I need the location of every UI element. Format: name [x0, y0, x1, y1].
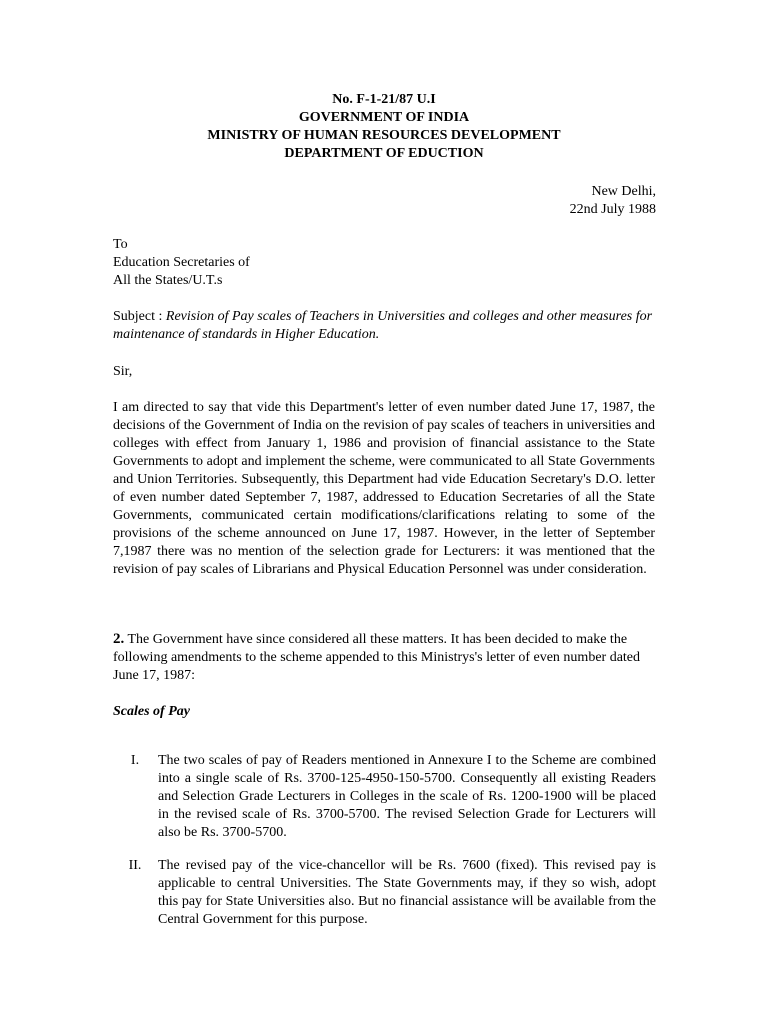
subject-line [113, 308, 658, 344]
section-heading: Scales of Pay [113, 704, 190, 719]
list-item-text: The revised pay of the vice-chancellor will be Rs. 7600 (fixed). This revised pay is applicable to central Universities. The State Governments may, if they so wish, adopt this pay for State Universities also. But no financial assistance will be available from the Central Government for this purpose. [158, 858, 656, 927]
paragraph-2 [113, 630, 655, 685]
list-item-numeral: II. [128, 858, 142, 873]
letterhead [0, 91, 768, 163]
ministry-title: MINISTRY OF HUMAN RESOURCES DEVELOPMENT [207, 128, 561, 143]
list-item-numeral: I. [130, 753, 140, 768]
addressee-block [113, 236, 250, 290]
paragraph-2-text: The Government have since considered all these matters. It has been decided to make the following amendments to the scheme appended to this Ministrys's letter of even number dated June 17, 1987: [113, 632, 641, 683]
salutation: Sir, [113, 364, 133, 379]
government-title: GOVERNMENT OF INDIA [298, 110, 470, 125]
subject-text: Revision of Pay scales of Teachers in Universities and colleges and other measures for maintenance of standards in Higher Education. [113, 309, 653, 342]
dateline-place: New Delhi, [591, 184, 656, 199]
paragraph-2-number: 2. [113, 631, 125, 647]
list-item [113, 857, 656, 929]
dateline [570, 183, 656, 219]
addressee-line-1: Education Secretaries of [113, 255, 250, 270]
department-title: DEPARTMENT OF EDUCTION [284, 146, 484, 161]
paragraph-1: I am directed to say that vide this Department's letter of even number dated June 17, 1987, the decisions of the Government of India on the revision of pay scales of teachers in universities and colleges with effect from January 1, 1986 and provision of financial assistance to the State Governments to adopt and implement the scheme, were communicated to all State Governments and Union Territories. Subsequently, this Department had vide Education Secretary's D.O. letter of even number dated September 7, 1987, addressed to Education Secretaries of all the State Governments, communicated certain modifications/clarifications relating to some of the provisions of the scheme announced on June 17, 1987. However, in the letter of September 7,1987 there was no mention of the selection grade for Lecturers: it was mentioned that the revision of pay scales of Librarians and Physical Education Personnel was under consideration. [113, 400, 655, 577]
subject-label: Subject : [113, 309, 166, 324]
list-item [113, 752, 656, 842]
addressee-line-2: All the States/U.T.s [113, 273, 223, 288]
dateline-date: 22nd July 1988 [569, 202, 656, 217]
list-item-text: The two scales of pay of Readers mentioned in Annexure I to the Scheme are combined into a single scale of Rs. 3700-125-4950-150-5700. Consequently all existing Readers and Selection Grade Lecturers in Colleges in the scale of Rs. 1200-1900 will be placed in the revised scale of Rs. 3700-5700. The revised Selection Grade for Lecturers will also be Rs. 3700-5700. [158, 753, 656, 840]
reference-number: No. F-1-21/87 U.I [332, 92, 436, 107]
addressee-to: To [113, 237, 128, 252]
